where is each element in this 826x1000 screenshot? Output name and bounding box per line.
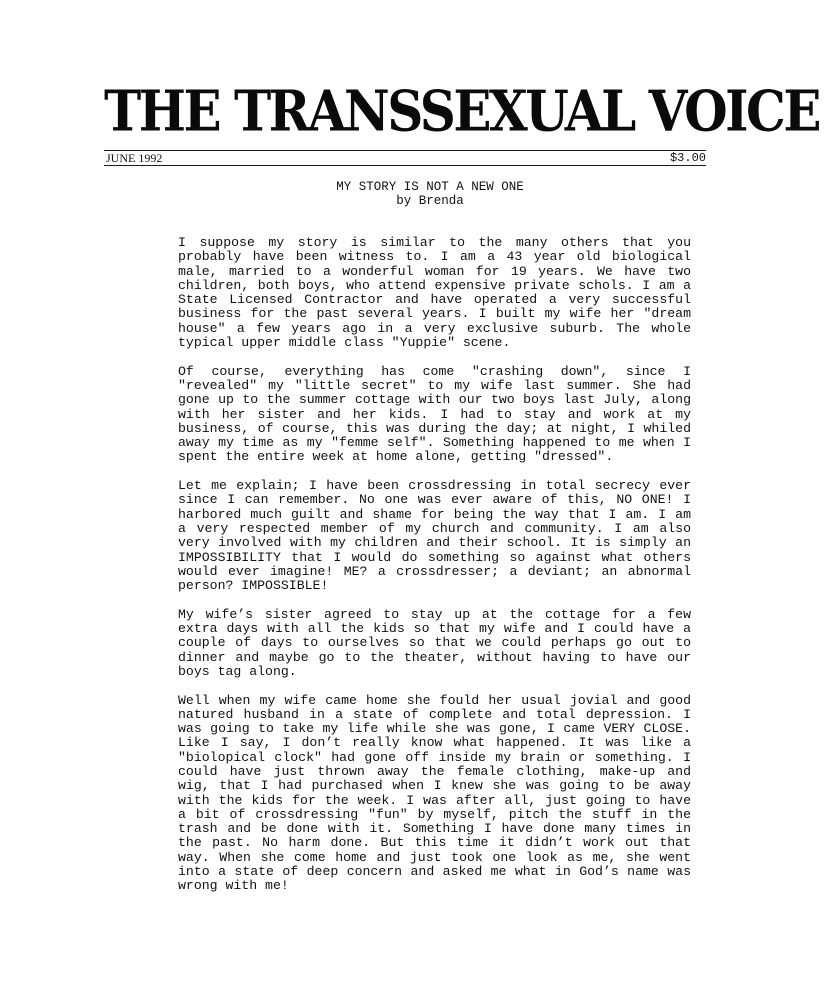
article-paragraph: Let me explain; I have been crossdressing in total secrecy ever since I can remember. No one was ever aware of this, NO ONE! I harbored much guilt and shame for being the way that I am. I am a very respected member of my church and community. I am also very involved with my children and their school. It is simply an IMPOSSIBILITY that I would do something so against what others would ever imagine! ME? a crossdresser; a deviant; an abnormal person? IMPOSSIBLE! [178,478,691,594]
issue-price: $3.00 [669,151,706,165]
article-heading [170,180,690,208]
article-byline: by Brenda [396,194,464,208]
article-paragraph: Well when my wife came home she fould her usual jovial and good natured husband in a state of complete and total depression. I was going to take my life while she was gone, I came VERY CLOSE. Like I say, I don’t really know what happened. It was like a "biolopical clock" had gone off inside my brain or something. I could have just thrown away the female clothing, make-up and wig, that I had purchased when I knew she was going to be away with the kids for the week. I was after all, just going to have a bit of crossdressing "fun" by myself, pitch the stuff in the trash and be done with it. Something I have done many times in the past. No harm done. But this time it didn’t work out that way. When she come home and just took one look as me, she went into a state of deep concern and asked me what in God’s name was wrong with me! [178,692,691,894]
masthead-title: THE TRANSSEXUAL VOICE [104,78,819,145]
article-title: MY STORY IS NOT A NEW ONE [336,180,524,194]
issue-date: JUNE 1992 [106,151,163,165]
article-paragraph: I suppose my story is similar to the many others that you probably have been witness to. I am a 43 year old biological male, married to a wonderful woman for 19 years. We have two children, both boys, who attend expensive private schols. I am a State Licensed Contractor and have operated a very successful business for the past several years. I built my wife her "dream house" a few years ago in a very exclusive suburb. The whole typical upper middle class "Yuppie" scene. [178,235,691,351]
dateline-bar [104,150,706,166]
article-paragraph: Of course, everything has come "crashing down", since I "revealed" my "little secret" to my wife last summer. She had gone up to the summer cottage with our two boys last July, along with her sister and her kids. I had to stay and work at my business, of course, this was during the day; at night, I whiled away my time as my "femme self". Something happened to me when I spent the entire week at home alone, getting "dressed". [178,363,691,465]
article-paragraph: My wife’s sister agreed to stay up at the cottage for a few extra days with all the kids so that my wife and I could have a couple of days to ourselves so that we could perhaps go out to dinner and maybe go to the theater, without having to have our boys tag along. [178,606,691,679]
article-body [178,236,691,908]
